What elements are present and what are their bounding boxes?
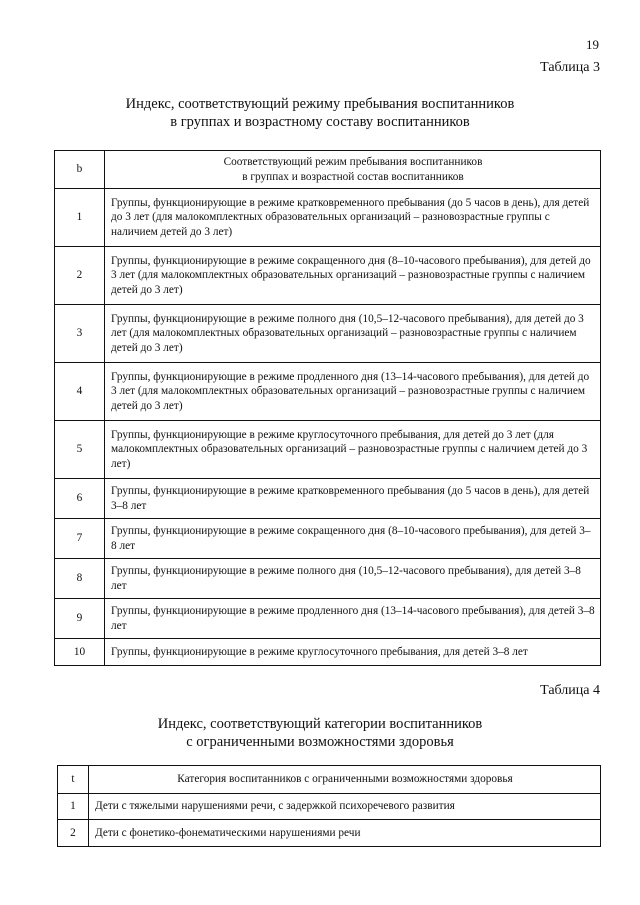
- row-description: Группы, функционирующие в режиме полного дня (10,5–12-часового пребывания), для детей до 3 лет (для малокомплектных образовательных организаций – разновозрастные группы с наличием детей до 3 лет): [105, 305, 601, 363]
- row-description: Группы, функционирующие в режиме круглосуточного пребывания, для детей до 3 лет (для малокомплектных образовательных организаций – разновозрастные группы с наличием детей до 3 лет): [105, 421, 601, 479]
- row-index: 5: [55, 421, 105, 479]
- table-3-header-description-line-2: в группах и возрастной состав воспитанников: [242, 170, 464, 183]
- row-index: 4: [55, 363, 105, 421]
- row-description: Группы, функционирующие в режиме полного дня (10,5–12-часового пребывания), для детей 3–8 лет: [105, 559, 601, 599]
- table-4-title: [0, 715, 640, 751]
- table-4-title-line-1: Индекс, соответствующий категории воспитанников: [157, 716, 483, 732]
- row-index: 1: [55, 189, 105, 247]
- table-3-header-description-line-1: Соответствующий режим пребывания воспитанников: [223, 156, 483, 168]
- row-index: 2: [58, 820, 89, 847]
- row-description: Группы, функционирующие в режиме кратковременного пребывания (до 5 часов в день), для детей до 3 лет (для малокомплектных образовательных организаций – разновозрастные группы с наличием детей до 3 лет): [105, 189, 601, 247]
- row-description: Группы, функционирующие в режиме сокращенного дня (8–10-часового пребывания), для детей до 3 лет (для малокомплектных образовательных организаций – разновозрастные группы с наличием детей до 3 лет): [105, 247, 601, 305]
- table-3-header-description: [105, 151, 601, 189]
- table-row: [55, 363, 601, 421]
- table-4: [57, 765, 601, 847]
- table-4-header-description: Категория воспитанников с ограниченными возможностями здоровья: [89, 766, 601, 794]
- row-index: 6: [55, 479, 105, 519]
- row-index: 1: [58, 794, 89, 820]
- table-row: [55, 305, 601, 363]
- row-description: Группы, функционирующие в режиме продленного дня (13–14-часового пребывания), для детей 3–8 лет: [105, 599, 601, 639]
- table-row: [55, 559, 601, 599]
- table-3-title: [0, 95, 640, 131]
- table-3-header-row: [55, 151, 601, 189]
- table-row: [55, 247, 601, 305]
- row-description: Группы, функционирующие в режиме сокращенного дня (8–10-часового пребывания), для детей 3–8 лет: [105, 519, 601, 559]
- row-index: 2: [55, 247, 105, 305]
- row-description: Группы, функционирующие в режиме продленного дня (13–14-часового пребывания), для детей до 3 лет (для малокомплектных образовательных организаций – разновозрастные группы с наличием детей до 3 лет): [105, 363, 601, 421]
- table-4-title-line-2: с ограниченными возможностями здоровья: [186, 734, 454, 750]
- table-3-label: Таблица 3: [540, 60, 600, 75]
- row-index: 9: [55, 599, 105, 639]
- table-3-header-index: b: [55, 151, 105, 189]
- table-row: [55, 421, 601, 479]
- row-description: Группы, функционирующие в режиме круглосуточного пребывания, для детей 3–8 лет: [105, 639, 601, 666]
- table-3-title-line-1: Индекс, соответствующий режиму пребывания воспитанников: [125, 96, 515, 112]
- row-description: Группы, функционирующие в режиме кратковременного пребывания (до 5 часов в день), для детей 3–8 лет: [105, 479, 601, 519]
- row-index: 8: [55, 559, 105, 599]
- table-row: [58, 794, 601, 820]
- page-number: 19: [586, 37, 599, 52]
- table-3-title-line-2: в группах и возрастному составу воспитанников: [170, 114, 470, 130]
- table-row: [55, 519, 601, 559]
- table-row: [58, 820, 601, 847]
- row-description: Дети с фонетико-фонематическими нарушениями речи: [89, 820, 601, 847]
- table-row: [55, 599, 601, 639]
- row-index: 3: [55, 305, 105, 363]
- table-4-label: Таблица 4: [540, 683, 600, 698]
- table-4-header-index: t: [58, 766, 89, 794]
- table-row: [55, 189, 601, 247]
- table-row: [55, 639, 601, 666]
- row-index: 10: [55, 639, 105, 666]
- row-description: Дети с тяжелыми нарушениями речи, с задержкой психоречевого развития: [89, 794, 601, 820]
- table-4-header-row: [58, 766, 601, 794]
- table-3: [54, 150, 601, 666]
- table-row: [55, 479, 601, 519]
- row-index: 7: [55, 519, 105, 559]
